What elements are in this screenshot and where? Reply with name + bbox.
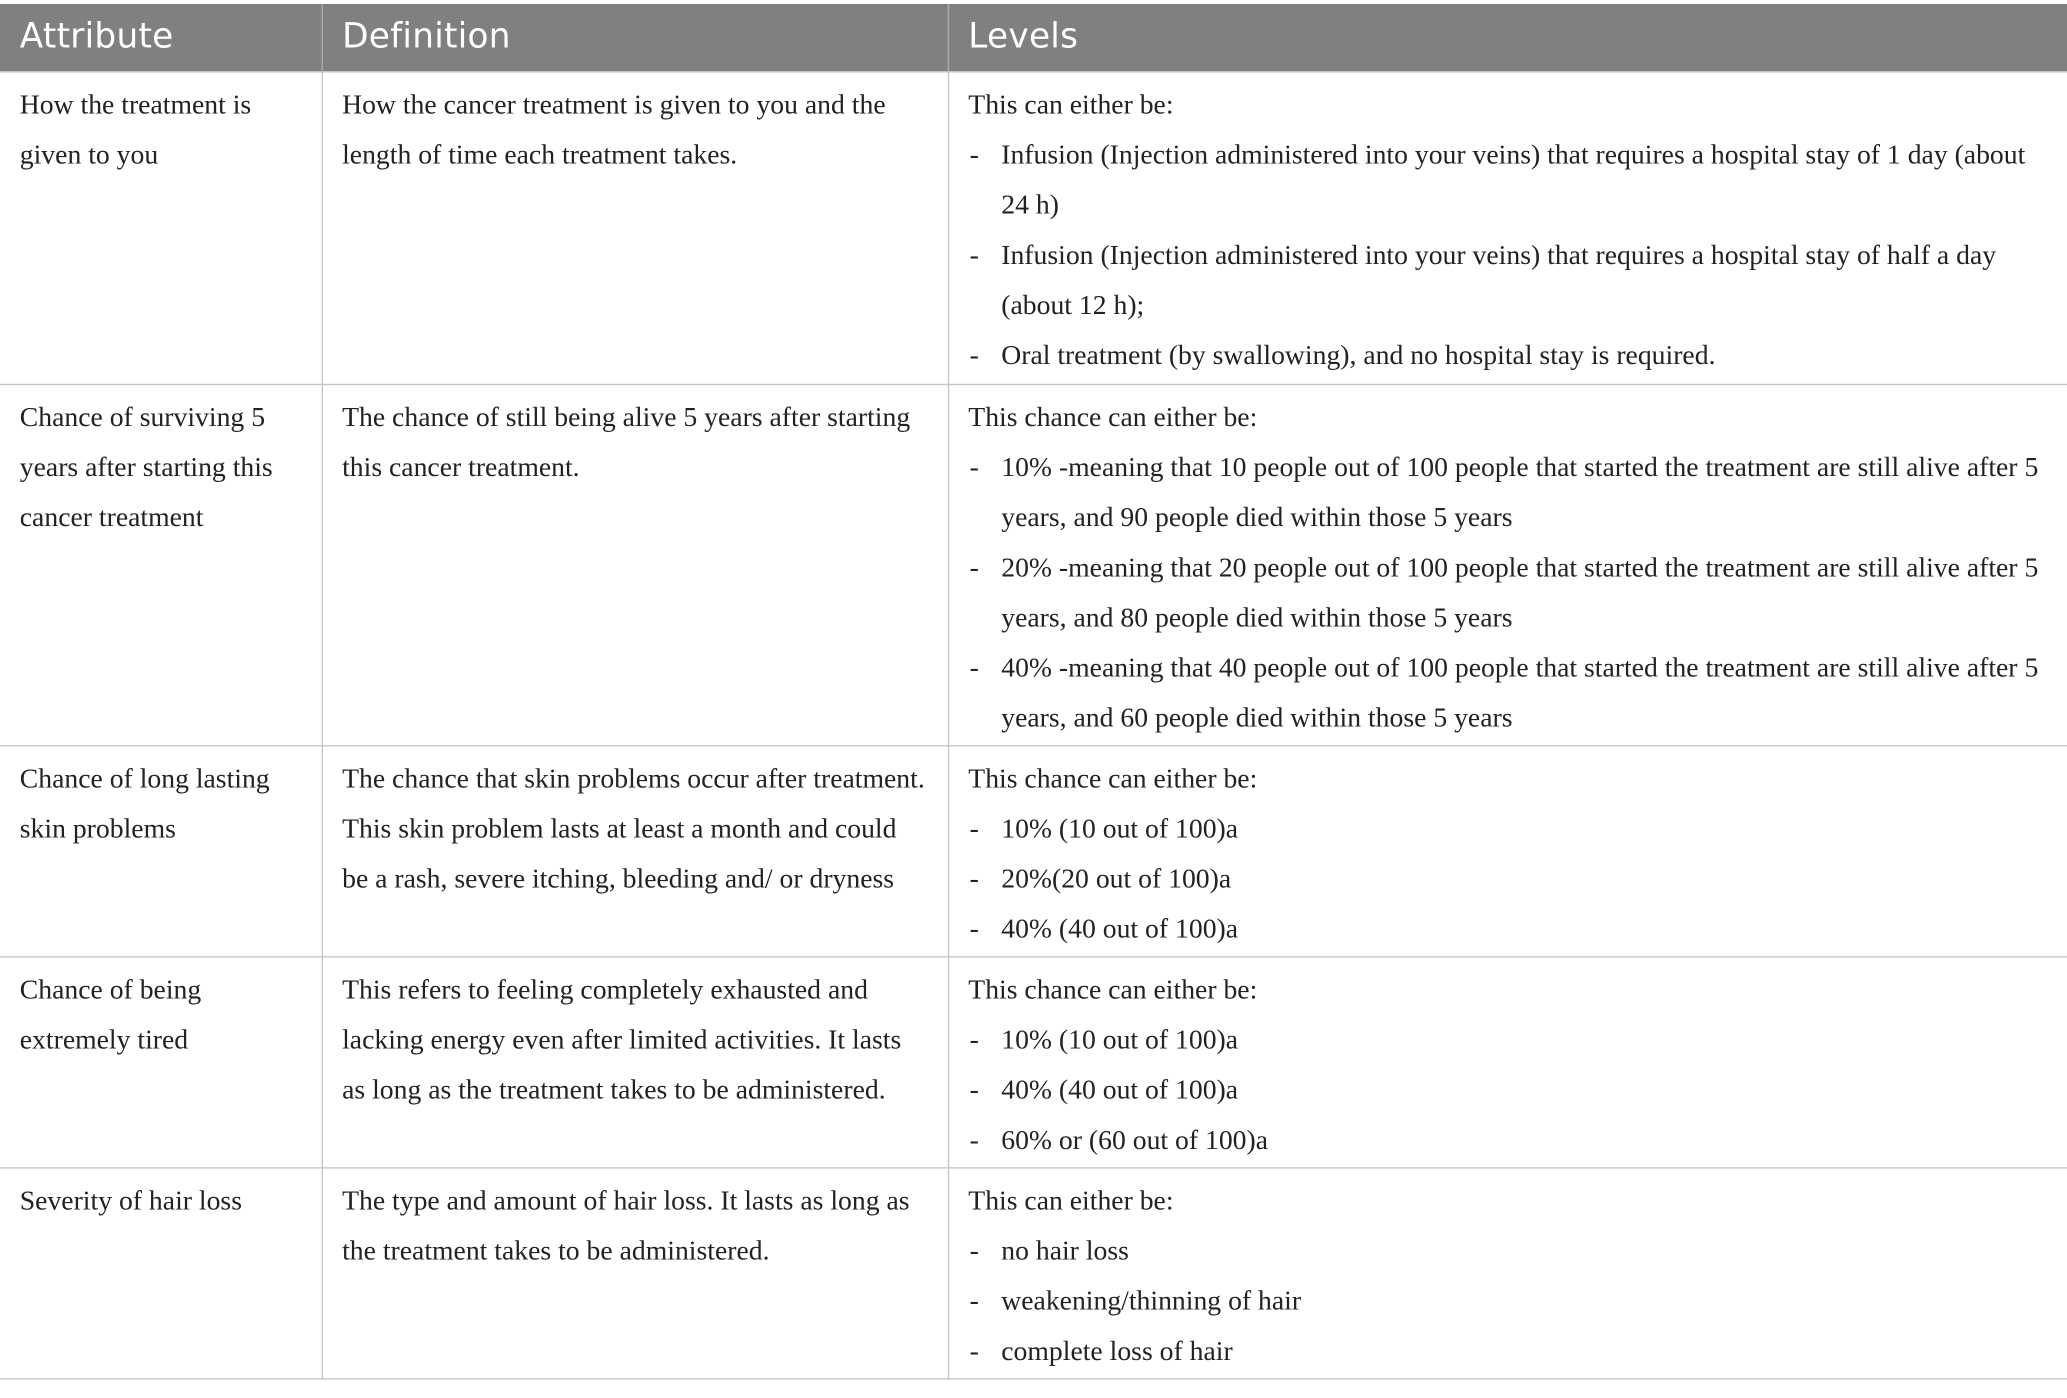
list-item [968, 1325, 2047, 1375]
header-levels: Levels [948, 4, 2067, 71]
dash-marker: - [969, 1283, 979, 1316]
levels-list [968, 1014, 2047, 1164]
levels-intro: This chance can either be: [968, 972, 1258, 1005]
list-item [968, 1225, 2047, 1275]
header-definition: Definition [322, 4, 948, 71]
list-item [968, 1275, 2047, 1325]
level-text: 40% (40 out of 100)a [1001, 912, 1239, 944]
level-text: 10% (10 out of 100)a [1001, 811, 1239, 844]
level-text: complete loss of hair [1001, 1334, 1233, 1366]
level-text: 10% -meaning that 10 people out of 100 people that started the treatment are still alive after 5 years, and 90 people died within those 5 years [1001, 450, 2039, 533]
level-text: Infusion (Injection administered into your veins) that requires a hospital stay of half a day (about 12 h); [1001, 238, 1997, 320]
table-row [0, 956, 2067, 1167]
levels-intro: This chance can either be: [968, 761, 1258, 794]
level-text: 20%(20 out of 100)a [1001, 861, 1232, 894]
level-text: no hair loss [1001, 1233, 1129, 1266]
definition-cell: This refers to feeling completely exhausted and lacking energy even after limited activities. It lasts as long as the treatment takes to be administered. [322, 956, 948, 1167]
levels-list [968, 441, 2047, 742]
level-text: 40% -meaning that 40 people out of 100 people that started the treatment are still alive after 5 years, and 60 people died within those 5 years [1001, 650, 2039, 733]
levels-intro: This can either be: [968, 87, 1174, 120]
level-text: 10% (10 out of 100)a [1001, 1022, 1239, 1055]
dash-marker: - [969, 137, 979, 170]
levels-cell [948, 956, 2067, 1167]
list-item [968, 1014, 2047, 1064]
levels-cell [948, 71, 2067, 384]
definition-cell: The type and amount of hair loss. It lasts as long as the treatment takes to be administered. [322, 1167, 948, 1378]
levels-intro: This can either be: [968, 1183, 1174, 1216]
attribute-cell: Chance of surviving 5 years after starting this cancer treatment [0, 384, 322, 745]
level-text: Oral treatment (by swallowing), and no hospital stay is required. [1001, 338, 1716, 370]
list-item [968, 1064, 2047, 1114]
dash-marker: - [969, 811, 979, 844]
dash-marker: - [969, 450, 979, 483]
dash-marker: - [969, 1233, 979, 1266]
level-text: Infusion (Injection administered into your veins) that requires a hospital stay of 1 day (about 24 h) [1001, 137, 2026, 220]
level-text: 40% (40 out of 100)a [1001, 1072, 1239, 1105]
list-item [968, 803, 2047, 853]
dash-marker: - [969, 650, 979, 683]
attributes-table [0, 4, 2067, 1379]
dash-marker: - [969, 861, 979, 894]
list-item [968, 129, 2047, 229]
definition-cell: How the cancer treatment is given to you and the length of time each treatment takes. [322, 71, 948, 384]
dash-marker: - [969, 912, 979, 944]
levels-list [968, 1225, 2047, 1375]
definition-cell: The chance of still being alive 5 years after starting this cancer treatment. [322, 384, 948, 745]
levels-cell [948, 384, 2067, 745]
dash-marker: - [969, 338, 979, 370]
list-item [968, 903, 2047, 953]
levels-intro: This chance can either be: [968, 400, 1258, 432]
list-item [968, 642, 2047, 742]
levels-list [968, 129, 2047, 380]
dash-marker: - [969, 550, 979, 583]
table-header-row [0, 4, 2067, 71]
list-item [968, 229, 2047, 329]
table-row [0, 384, 2067, 745]
list-item [968, 441, 2047, 541]
attribute-cell: How the treatment is given to you [0, 71, 322, 384]
levels-cell [948, 745, 2067, 956]
dash-marker: - [969, 238, 979, 270]
level-text: weakening/thinning of hair [1001, 1283, 1302, 1316]
level-text: 60% or (60 out of 100)a [1001, 1123, 1269, 1155]
dash-marker: - [969, 1123, 979, 1155]
table-row [0, 71, 2067, 384]
dash-marker: - [969, 1334, 979, 1366]
attribute-cell: Chance of being extremely tired [0, 956, 322, 1167]
table-row [0, 745, 2067, 956]
list-item [968, 853, 2047, 903]
list-item [968, 1114, 2047, 1164]
header-attribute: Attribute [0, 4, 322, 71]
levels-list [968, 803, 2047, 953]
definition-cell: The chance that skin problems occur after treatment. This skin problem lasts at least a month and could be a rash, severe itching, bleeding and/ or dryness [322, 745, 948, 956]
dash-marker: - [969, 1022, 979, 1055]
level-text: 20% -meaning that 20 people out of 100 people that started the treatment are still alive after 5 years, and 80 people died within those 5 years [1001, 550, 2039, 633]
attribute-cell: Severity of hair loss [0, 1167, 322, 1378]
list-item [968, 329, 2047, 379]
list-item [968, 541, 2047, 641]
levels-cell [948, 1167, 2067, 1378]
dash-marker: - [969, 1072, 979, 1105]
table-row [0, 1167, 2067, 1378]
attribute-cell: Chance of long lasting skin problems [0, 745, 322, 956]
